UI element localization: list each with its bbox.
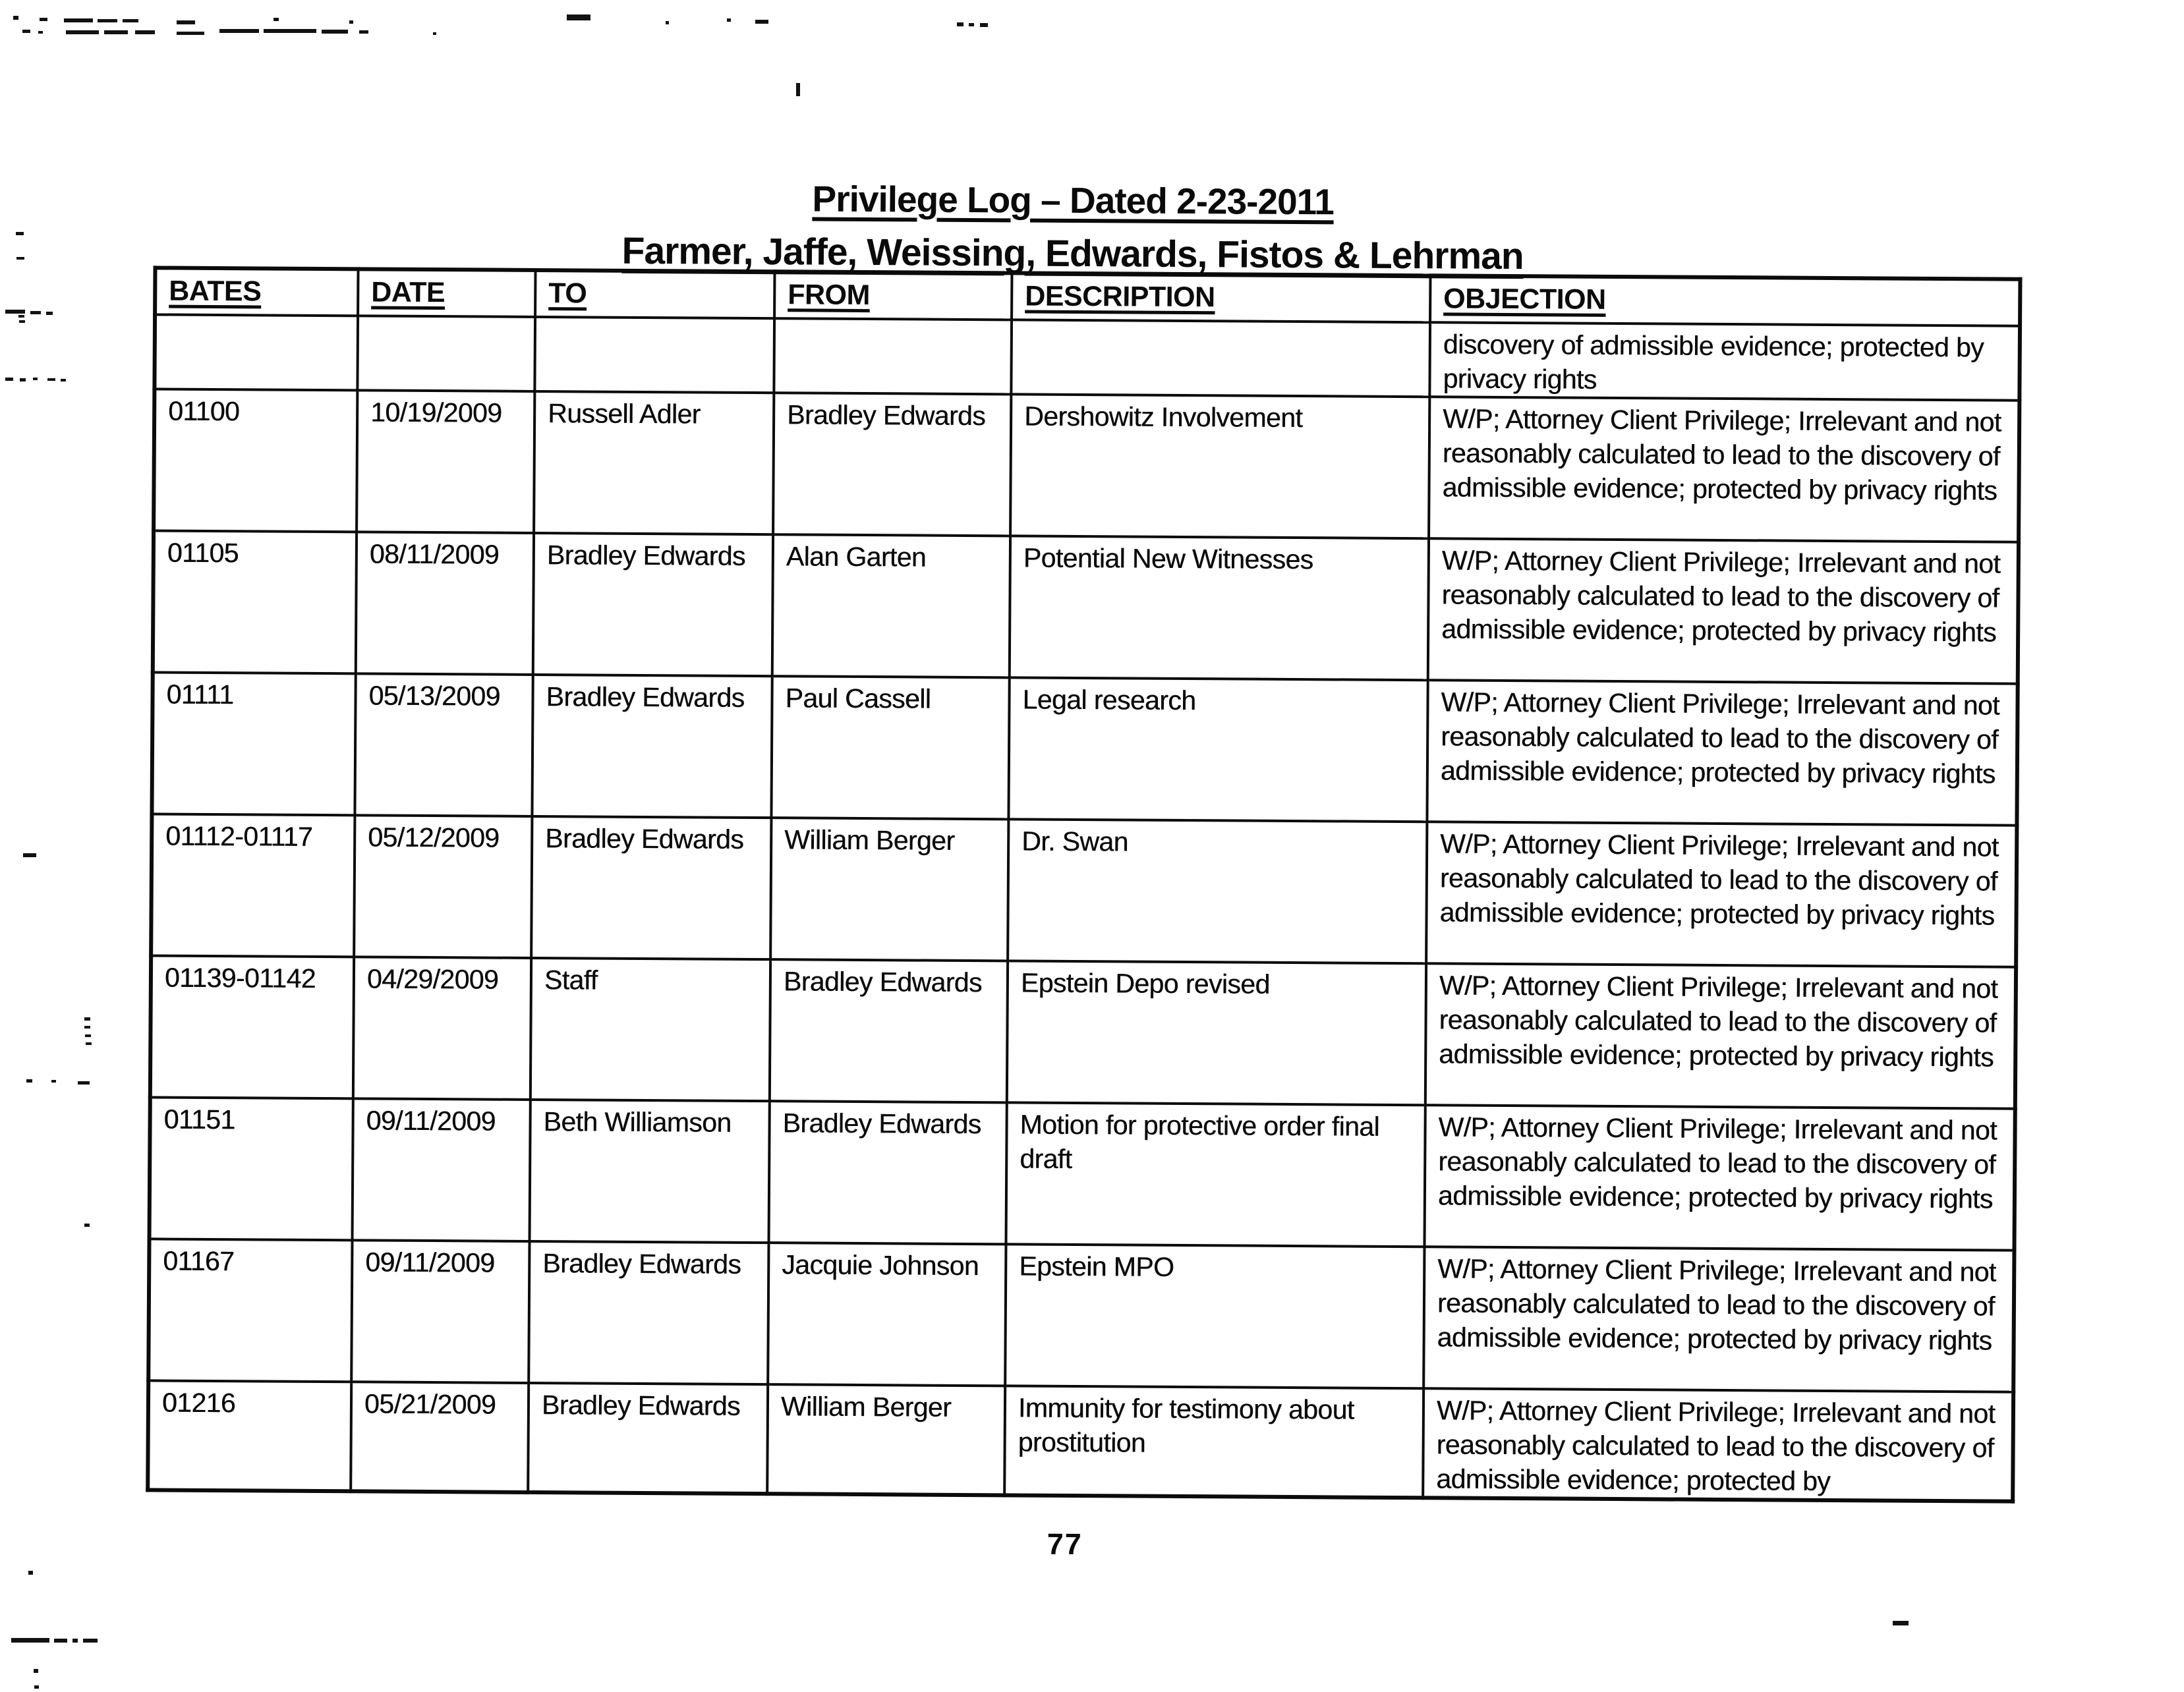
cell-bates: 01216 xyxy=(148,1381,351,1492)
table-row xyxy=(148,1381,2013,1502)
cell-to: Bradley Edwards xyxy=(531,816,771,959)
cell-from: Jacquie Johnson xyxy=(768,1243,1006,1386)
scan-speck xyxy=(84,1017,90,1021)
scan-speck xyxy=(13,16,18,20)
scan-speck xyxy=(349,20,353,24)
scan-speck xyxy=(34,1669,38,1673)
scan-speck xyxy=(22,30,30,33)
column-header-description: DESCRIPTION xyxy=(1012,273,1430,322)
cell-date: 09/11/2009 xyxy=(353,1099,531,1242)
scan-speck xyxy=(264,29,316,33)
table-row xyxy=(150,1098,2015,1251)
scan-speck xyxy=(219,29,259,33)
scan-speck xyxy=(16,257,24,260)
cell-date: 05/12/2009 xyxy=(354,816,532,959)
cell-from xyxy=(774,318,1012,395)
cell-bates xyxy=(154,314,358,390)
scan-speck xyxy=(755,20,768,24)
scan-speck xyxy=(104,30,128,34)
column-header-bates: BATES xyxy=(155,268,358,316)
page-title: Privilege Log – Dated 2-23-2011 xyxy=(812,178,1335,223)
cell-description: Dr. Swan xyxy=(1008,820,1427,964)
scan-speck xyxy=(796,83,800,96)
scan-speck xyxy=(5,378,13,381)
cell-from: William Berger xyxy=(767,1384,1005,1495)
scan-speck xyxy=(83,1639,98,1643)
scan-speck xyxy=(61,379,66,381)
scan-speck xyxy=(433,32,436,35)
cell-bates: 01151 xyxy=(150,1098,353,1241)
cell-to: Russell Adler xyxy=(534,391,774,534)
scan-speck xyxy=(64,18,93,22)
scan-speck xyxy=(54,1639,67,1643)
scan-speck xyxy=(19,320,25,323)
table-row xyxy=(154,314,2020,401)
cell-bates: 01100 xyxy=(154,389,357,532)
cell-description: Immunity for testimony about prostitution xyxy=(1004,1386,1423,1498)
column-header-date: DATE xyxy=(358,269,535,317)
scan-speck xyxy=(86,1042,92,1045)
cell-to: Bradley Edwards xyxy=(533,533,773,676)
cell-objection: W/P; Attorney Client Privilege; Irrelevant and not reasonably calculated to lead to the discovery of admissible evidence; protected by privacy rights xyxy=(1428,539,2019,684)
cell-to: Staff xyxy=(531,958,770,1101)
cell-from: Bradley Edwards xyxy=(773,393,1011,536)
scan-speck xyxy=(84,1224,90,1227)
cell-date: 05/21/2009 xyxy=(351,1382,529,1493)
cell-objection: W/P; Attorney Client Privilege; Irrelevant and not reasonably calculated to lead to the discovery of admissible evidence; protected by privacy rights xyxy=(1427,681,2017,826)
cell-objection: discovery of admissible evidence; protected by privacy rights xyxy=(1429,322,2020,401)
scan-speck xyxy=(11,1638,49,1643)
scan-speck xyxy=(66,30,99,34)
privilege-log-table xyxy=(146,266,2022,1504)
cell-bates: 01139-01142 xyxy=(150,956,354,1099)
scan-speck xyxy=(1893,1621,1909,1625)
scan-speck xyxy=(727,18,731,22)
table-row xyxy=(152,673,2017,826)
cell-to: Beth Williamson xyxy=(530,1100,770,1243)
scan-speck xyxy=(85,1034,91,1037)
scan-speck xyxy=(969,23,974,26)
cell-description: Epstein MPO xyxy=(1005,1245,1424,1389)
scan-speck xyxy=(23,853,36,857)
cell-description: Dershowitz Involvement xyxy=(1010,395,1429,539)
cell-bates: 01167 xyxy=(148,1239,352,1382)
cell-date: 10/19/2009 xyxy=(357,391,534,534)
cell-date xyxy=(357,316,535,391)
table-row xyxy=(153,531,2019,684)
scan-speck xyxy=(78,1081,90,1085)
cell-description xyxy=(1011,320,1430,397)
scan-speck xyxy=(26,1079,32,1083)
scan-speck xyxy=(957,22,963,26)
cell-description: Legal research xyxy=(1008,678,1427,822)
scan-speck xyxy=(34,1685,39,1689)
privilege-table-body xyxy=(148,314,2020,1502)
column-header-from: FROM xyxy=(774,271,1012,320)
scan-speck xyxy=(177,32,204,35)
cell-from: Bradley Edwards xyxy=(768,1101,1006,1244)
scan-speck xyxy=(51,1080,56,1083)
scan-speck xyxy=(135,30,155,34)
scan-speck xyxy=(38,31,43,34)
scan-speck xyxy=(47,378,55,381)
scan-speck xyxy=(46,312,53,315)
scan-speck xyxy=(30,311,41,314)
cell-to: Bradley Edwards xyxy=(529,1241,768,1384)
table-row xyxy=(148,1239,2014,1392)
table-row xyxy=(151,814,2017,967)
scan-speck xyxy=(980,23,988,27)
scan-speck xyxy=(123,19,138,22)
document-header xyxy=(0,173,2147,282)
cell-bates: 01112-01117 xyxy=(151,814,355,957)
page-number: 77 xyxy=(1047,1527,1083,1562)
scan-speck xyxy=(177,20,195,24)
column-header-to: TO xyxy=(535,270,774,318)
cell-objection: W/P; Attorney Client Privilege; Irrelevant and not reasonably calculated to lead to the discovery of admissible evidence; protected by privacy rights xyxy=(1424,1106,2015,1251)
scan-speck xyxy=(322,30,348,34)
column-header-objection: OBJECTION xyxy=(1430,275,2020,325)
cell-from: Alan Garten xyxy=(772,534,1010,677)
cell-to xyxy=(534,317,774,393)
cell-date: 09/11/2009 xyxy=(351,1241,529,1384)
scan-speck xyxy=(18,315,24,318)
cell-to: Bradley Edwards xyxy=(532,675,772,818)
scan-speck xyxy=(359,30,368,34)
cell-from: Paul Cassell xyxy=(771,676,1009,819)
scan-speck xyxy=(273,18,279,21)
cell-objection: W/P; Attorney Client Privilege; Irrelevant and not reasonably calculated to lead to the discovery of admissible evidence; protected by privacy rights xyxy=(1425,964,2016,1109)
cell-from: Bradley Edwards xyxy=(770,959,1008,1102)
scan-speck xyxy=(20,378,26,381)
cell-date: 05/13/2009 xyxy=(355,674,532,817)
cell-objection: W/P; Attorney Client Privilege; Irrelevant and not reasonably calculated to lead to the discovery of admissible evidence; protected by xyxy=(1423,1389,2013,1502)
cell-bates: 01105 xyxy=(153,531,357,674)
cell-description: Motion for protective order final draft xyxy=(1006,1103,1425,1247)
cell-date: 08/11/2009 xyxy=(356,532,534,675)
scan-speck xyxy=(98,19,117,22)
cell-date: 04/29/2009 xyxy=(353,957,531,1100)
scan-speck xyxy=(72,1639,78,1643)
scan-speck xyxy=(5,310,25,314)
cell-objection: W/P; Attorney Client Privilege; Irrelevant and not reasonably calculated to lead to the discovery of admissible evidence; protected by privacy rights xyxy=(1423,1247,2014,1392)
table-row xyxy=(150,956,2016,1109)
scan-speck xyxy=(567,14,590,20)
scan-speck xyxy=(666,21,669,24)
table-row xyxy=(154,389,2019,542)
scan-speck xyxy=(28,1571,33,1575)
cell-from: William Berger xyxy=(770,818,1008,961)
cell-description: Potential New Witnesses xyxy=(1010,536,1429,681)
scan-speck xyxy=(84,1026,90,1029)
page-subtitle: Farmer, Jaffe, Weissing, Edwards, Fistos & Lehrman xyxy=(621,229,1524,278)
cell-objection: W/P; Attorney Client Privilege; Irrelevant and not reasonably calculated to lead to the discovery of admissible evidence; protected by privacy rights xyxy=(1429,397,2019,542)
cell-bates: 01111 xyxy=(152,673,355,816)
cell-description: Epstein Depo revised xyxy=(1007,961,1426,1106)
scan-speck xyxy=(33,378,38,380)
cell-to: Bradley Edwards xyxy=(528,1383,768,1494)
cell-objection: W/P; Attorney Client Privilege; Irrelevant and not reasonably calculated to lead to the discovery of admissible evidence; protected by privacy rights xyxy=(1426,822,2017,967)
scan-speck xyxy=(40,18,47,21)
scan-speck xyxy=(16,232,24,235)
